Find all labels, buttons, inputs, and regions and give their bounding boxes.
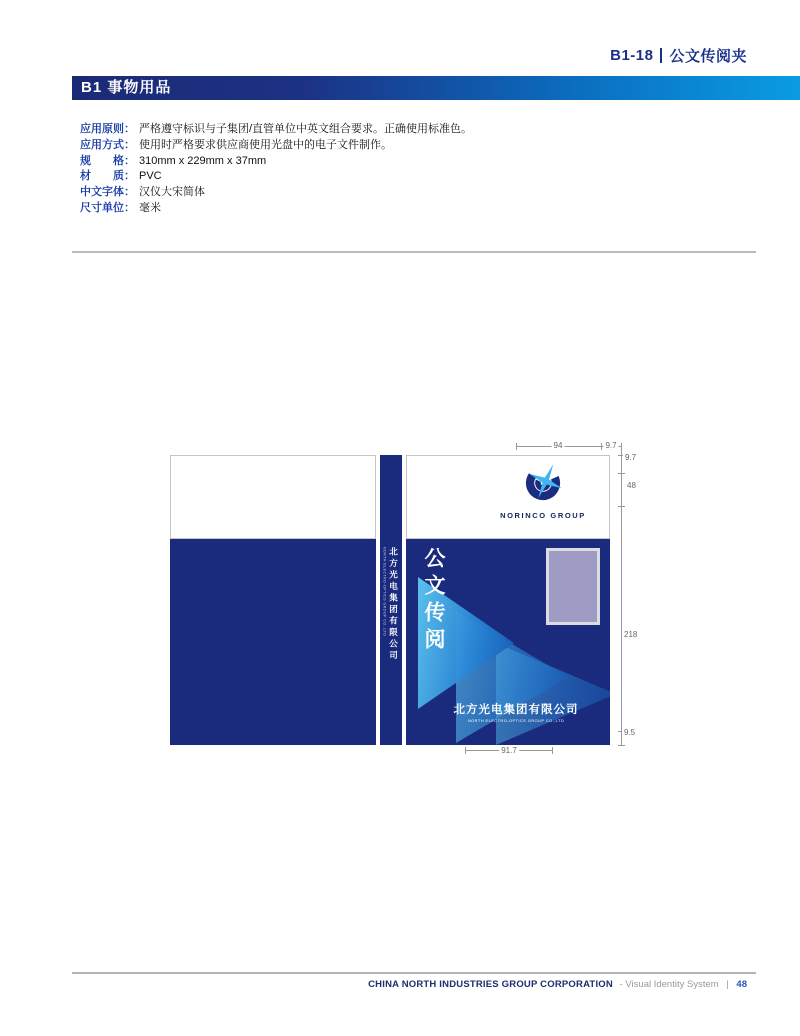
spine-company-en: NORTH ELECTRO-OPTICS GROUP CO.,LTD — [382, 547, 387, 637]
section-banner — [72, 76, 800, 100]
cover-company — [442, 701, 590, 723]
dim-bottom-edge: 9.5 — [624, 728, 636, 737]
dim-tick — [618, 745, 625, 746]
cover-title: 公文传阅 — [422, 547, 445, 655]
dim-logo-band: 48 — [627, 481, 636, 490]
spec-value: 汉仪大宋简体 — [139, 186, 205, 199]
folder-spine — [380, 455, 402, 745]
footer-separator: | — [726, 979, 729, 990]
dim-top-width: 94 — [553, 441, 563, 450]
dim-top-flap: 9.7 — [605, 441, 617, 450]
spec-row-principle — [80, 122, 472, 138]
footer-company: CHINA NORTH INDUSTRIES GROUP CORPORATION — [368, 979, 613, 990]
page-header — [610, 45, 747, 66]
dim-right-gap: 9.7 — [625, 453, 637, 462]
footer-page-number: 48 — [736, 979, 747, 990]
spec-label: 中文字体： — [80, 186, 135, 199]
folder-back-top-panel — [170, 455, 376, 539]
section-banner-title: B1 事物用品 — [81, 79, 172, 96]
cover-company-cn: 北方光电集团有限公司 — [453, 704, 579, 716]
folder-front-top-panel — [406, 455, 610, 539]
dim-tick — [465, 747, 466, 754]
norinco-logo-wordmark: NORINCO GROUP — [500, 511, 586, 520]
dim-bottom-width: 91.7 — [501, 746, 517, 755]
page-code: B1-18 — [610, 47, 654, 64]
spec-row-unit — [80, 201, 472, 217]
spec-value: 严格遵守标识与子集团/直管单位中英文组合要求。正确使用标准色。 — [139, 123, 473, 135]
spec-list — [80, 122, 472, 217]
header-separator — [660, 48, 662, 63]
spec-value: 使用时严格要求供应商使用光盘中的电子文件制作。 — [139, 138, 392, 151]
dim-body-height: 218 — [624, 630, 638, 639]
spine-text — [380, 547, 402, 662]
spec-label: 尺寸单位： — [80, 201, 135, 214]
cover-label-window — [546, 548, 600, 625]
dim-tick — [601, 443, 602, 450]
norinco-logo — [487, 462, 599, 520]
folder-back-body-panel — [170, 539, 376, 745]
norinco-logo-icon — [519, 462, 567, 504]
spec-value: 毫米 — [139, 201, 161, 214]
spec-row-method — [80, 138, 472, 154]
dim-tick — [552, 747, 553, 754]
dim-tick — [618, 506, 625, 507]
content-divider — [72, 251, 756, 253]
dim-tick — [516, 443, 517, 450]
folder-front-body-panel — [406, 539, 610, 745]
spec-value: 310mm x 229mm x 37mm — [139, 154, 267, 167]
cover-company-en: NORTH ELECTRO-OPTICS GROUP CO.,LTD — [467, 718, 565, 723]
spec-label: 材 质： — [80, 170, 135, 183]
spec-label: 应用原则： — [80, 123, 135, 135]
spec-row-size — [80, 154, 472, 170]
footer-divider — [72, 972, 756, 974]
spec-label: 规 格： — [80, 154, 135, 167]
spec-row-font — [80, 185, 472, 201]
spine-company-cn: 北方光电集团有限公司 — [388, 547, 399, 662]
dim-tick — [618, 473, 625, 474]
folder-mockup — [170, 455, 610, 745]
page-footer — [368, 979, 747, 990]
spec-value: PVC — [139, 170, 162, 183]
spec-label: 应用方式： — [80, 138, 135, 151]
footer-system-label: - Visual Identity System — [619, 979, 719, 990]
spec-row-material — [80, 169, 472, 185]
dim-line-right — [621, 446, 622, 745]
page-header-title: 公文传阅夹 — [669, 48, 747, 65]
